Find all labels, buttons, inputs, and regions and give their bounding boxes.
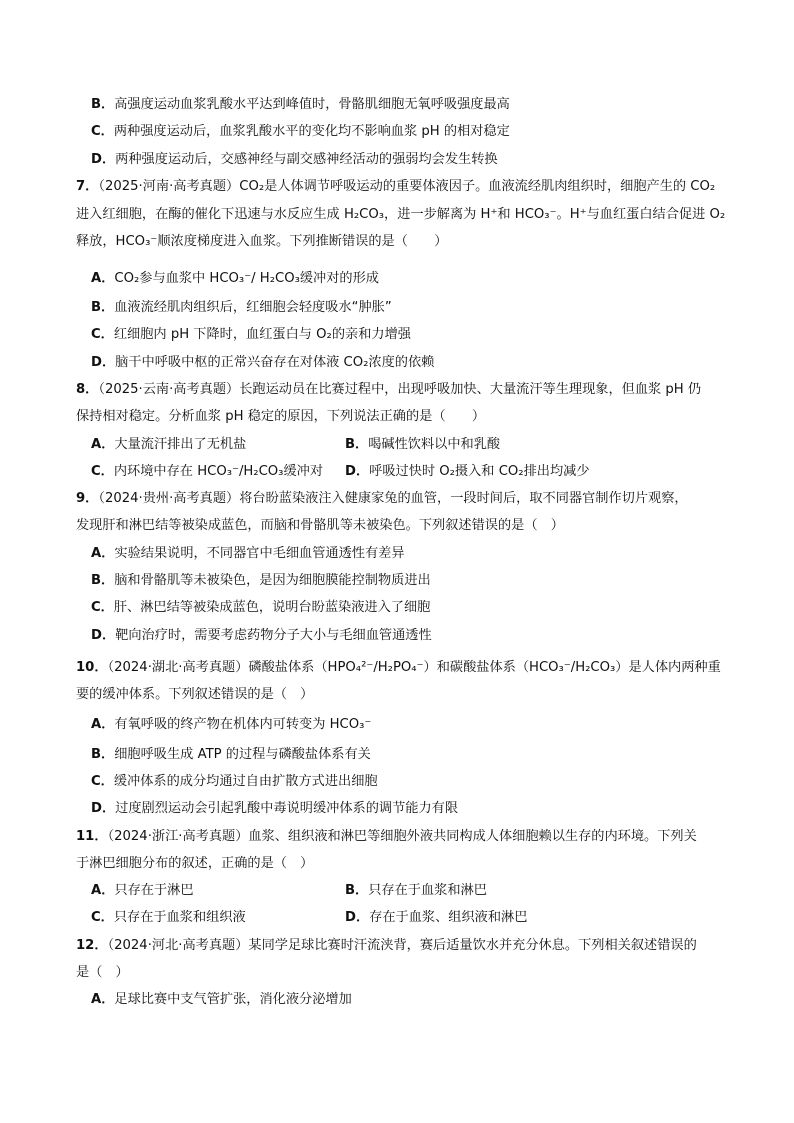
q9-option-d: D．靶向治疗时，需要考虑药物分子大小与毛细血管通透性 bbox=[91, 628, 432, 643]
q8-option-c: C．内环境中存在 HCO₃⁻/H₂CO₃缓冲对 bbox=[91, 464, 324, 479]
q12-stem-line-1: 12．（2024·河北·高考真题）某同学足球比赛时汗流浃背，赛后适量饮水并充分休息。下列相关叙述错误的 bbox=[76, 938, 697, 953]
q10-stem-line-1: 10．（2024·湖北·高考真题）磷酸盐体系（HPO₄²⁻/H₂PO₄⁻）和碳酸盐体系（HCO₃⁻/H₂CO₃）是人体内两种重 bbox=[76, 660, 721, 675]
q8-option-a: A．大量流汗排出了无机盐 bbox=[91, 437, 247, 452]
q8-stem-line-2: 保持相对稳定。分析血浆 pH 稳定的原因，下列说法正确的是（ ） bbox=[76, 409, 486, 424]
q10-source: （2024·湖北·高考真题） bbox=[107, 660, 249, 675]
q11-option-c: C．只存在于血浆和组织液 bbox=[91, 910, 246, 925]
q11-source: （2024·浙江·高考真题） bbox=[107, 829, 249, 844]
q11-option-b: B．只存在于血浆和淋巴 bbox=[345, 883, 487, 898]
q6-option-b: B．高强度运动血浆乳酸水平达到峰值时，骨骼肌细胞无氧呼吸强度最高 bbox=[91, 97, 510, 112]
q12-source: （2024·河北·高考真题） bbox=[107, 938, 249, 953]
q7-option-b: B．血液流经肌肉组织后，红细胞会轻度吸水“肿胀” bbox=[91, 300, 392, 315]
q12-stem-line-2: 是（ ） bbox=[76, 965, 129, 980]
q10-option-b: B．细胞呼吸生成 ATP 的过程与磷酸盐体系有关 bbox=[91, 747, 371, 762]
q9-stem-line-2: 发现肝和淋巴结等被染成蓝色，而脑和骨骼肌等未被染色。下列叙述错误的是（ ） bbox=[76, 518, 564, 533]
q6-option-c: C．两种强度运动后，血浆乳酸水平的变化均不影响血浆 pH 的相对稳定 bbox=[91, 124, 510, 139]
q8-stem-line-1: 8．（2025·云南·高考真题）长跑运动员在比赛过程中，出现呼吸加快、大量流汗等生理现象，但血浆 pH 仍 bbox=[76, 382, 702, 397]
q10-option-a: A．有氧呼吸的终产物在机体内可转变为 HCO₃⁻ bbox=[91, 717, 372, 732]
q11-stem-line-1: 11．（2024·浙江·高考真题）血浆、组织液和淋巴等细胞外液共同构成人体细胞赖以生存的内环境。下列关 bbox=[76, 829, 697, 844]
q8-option-b: B．喝碱性饮料以中和乳酸 bbox=[345, 437, 501, 452]
q11-option-d: D．存在于血浆、组织液和淋巴 bbox=[345, 910, 528, 925]
q10-stem-line-2: 要的缓冲体系。下列叙述错误的是（ ） bbox=[76, 687, 314, 702]
q7-stem-line-1: 7．（2025·河南·高考真题）CO₂是人体调节呼吸运动的重要体液因子。血液流经肌肉组织时，细胞产生的 CO₂ bbox=[76, 179, 716, 194]
q11-option-a: A．只存在于淋巴 bbox=[91, 883, 194, 898]
q6-option-d: D．两种强度运动后，交感神经与副交感神经活动的强弱均会发生转换 bbox=[91, 152, 498, 167]
q7-stem-line-3: 释放，HCO₃⁻顺浓度梯度进入血浆。下列推断错误的是（ ） bbox=[76, 234, 448, 249]
q7-option-a: A．CO₂参与血浆中 HCO₃⁻/ H₂CO₃缓冲对的形成 bbox=[91, 271, 379, 286]
q10-option-d: D．过度剧烈运动会引起乳酸中毒说明缓冲体系的调节能力有限 bbox=[91, 801, 459, 816]
q7-option-c: C．红细胞内 pH 下降时，血红蛋白与 O₂的亲和力增强 bbox=[91, 327, 411, 342]
q8-source: （2025·云南·高考真题） bbox=[98, 382, 240, 397]
q8-option-d: D．呼吸过快时 O₂摄入和 CO₂排出均减少 bbox=[345, 464, 590, 479]
q9-option-a: A．实验结果说明，不同器官中毛细血管通透性有差异 bbox=[91, 546, 405, 561]
q7-source: （2025·河南·高考真题） bbox=[98, 179, 240, 194]
q10-option-c: C．缓冲体系的成分均通过自由扩散方式进出细胞 bbox=[91, 774, 378, 789]
q9-source: （2024·贵州·高考真题） bbox=[98, 491, 240, 506]
q9-stem-line-1: 9．（2024·贵州·高考真题）将台盼蓝染液注入健康家兔的血管，一段时间后，取不同器官制作切片观察， bbox=[76, 491, 688, 506]
q9-option-b: B．脑和骨骼肌等未被染色，是因为细胞膜能控制物质进出 bbox=[91, 573, 431, 588]
q11-stem-line-2: 于淋巴细胞分布的叙述，正确的是（ ） bbox=[76, 856, 314, 871]
q12-option-a: A．足球比赛中支气管扩张，消化液分泌增加 bbox=[91, 992, 352, 1007]
q9-option-c: C．肝、淋巴结等被染成蓝色，说明台盼蓝染液进入了细胞 bbox=[91, 600, 431, 615]
q7-option-d: D．脑干中呼吸中枢的正常兴奋存在对体液 CO₂浓度的依赖 bbox=[91, 355, 435, 370]
q7-stem-line-2: 进入红细胞，在酶的催化下迅速与水反应生成 H₂CO₃，进一步解离为 H⁺和 HCO₃⁻。H⁺与血红蛋白结合促进 O₂ bbox=[76, 207, 726, 222]
